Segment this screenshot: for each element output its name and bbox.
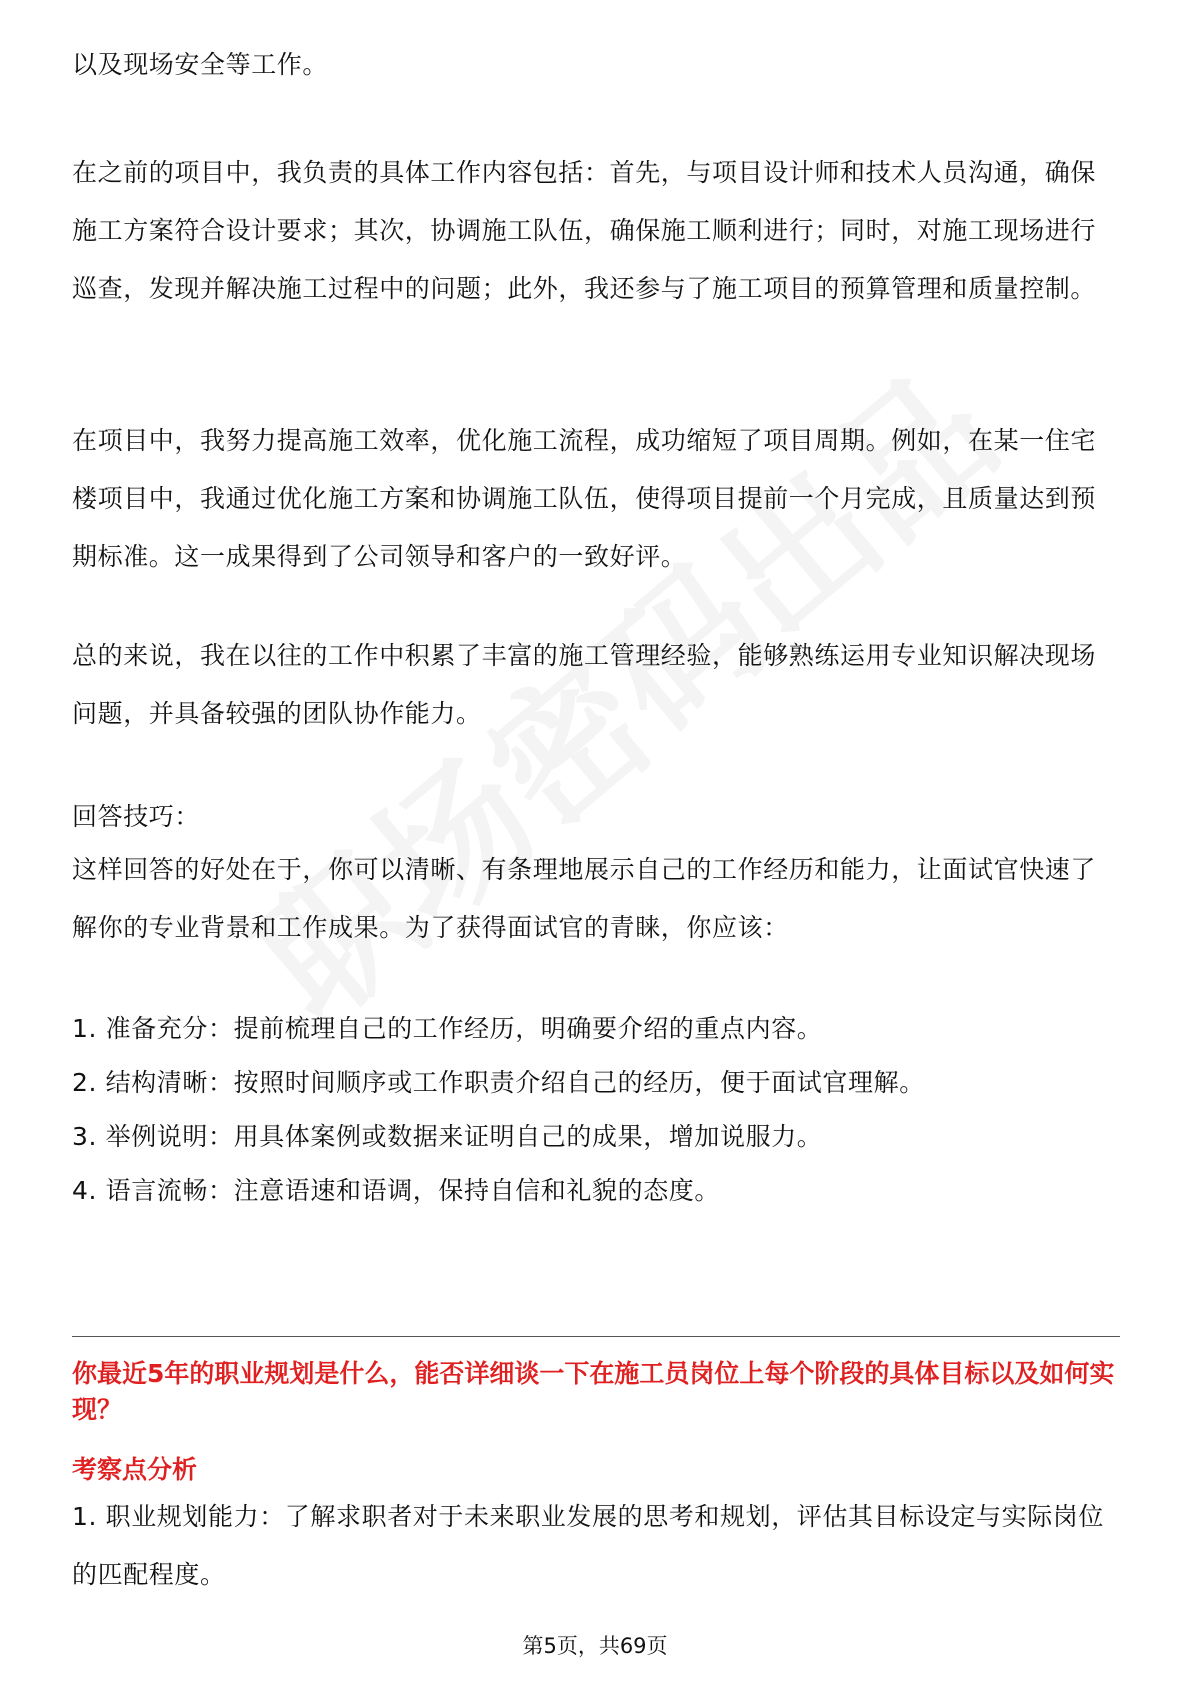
- page-number: 第5页，共69页: [522, 1634, 668, 1658]
- question-title: 你最近5年的职业规划是什么，能否详细谈一下在施工员岗位上每个阶段的具体目标以及如何实现？: [72, 1359, 1115, 1424]
- tips-heading: 回答技巧：: [72, 802, 201, 831]
- document-page: [72, 0, 1120, 1684]
- list-item: 2. 结构清晰：按照时间顺序或工作职责介绍自己的经历，便于面试官理解。: [72, 1068, 925, 1097]
- analysis-heading: 考察点分析: [72, 1455, 198, 1484]
- list-item: 1. 准备充分：提前梳理自己的工作经历，明确要介绍的重点内容。: [72, 1014, 823, 1043]
- paragraph-responsibilities: 在之前的项目中，我负责的具体工作内容包括：首先，与项目设计师和技术人员沟通，确保施工方案符合设计要求；其次，协调施工队伍，确保施工顺利进行；同时，对施工现场进行巡查，发现并解决施工过程中的问题；此外，我还参与了施工项目的预算管理和质量控制。: [72, 158, 1097, 303]
- section-divider: [72, 1336, 1120, 1337]
- analysis-point: 1. 职业规划能力：了解求职者对于未来职业发展的思考和规划，评估其目标设定与实际岗位的匹配程度。: [72, 1502, 1105, 1589]
- list-item: 4. 语言流畅：注意语速和语调，保持自信和礼貌的态度。: [72, 1176, 721, 1205]
- paragraph-intro-tail: 以及现场安全等工作。: [72, 50, 329, 79]
- paragraph-achievements: 在项目中，我努力提高施工效率，优化施工流程，成功缩短了项目周期。例如，在某一住宅楼项目中，我通过优化施工方案和协调施工队伍，使得项目提前一个月完成，且质量达到预期标准。这一成果得到了公司领导和客户的一致好评。: [72, 426, 1097, 571]
- list-item: 3. 举例说明：用具体案例或数据来证明自己的成果，增加说服力。: [72, 1122, 823, 1151]
- paragraph-tips-intro: 这样回答的好处在于，你可以清晰、有条理地展示自己的工作经历和能力，让面试官快速了解你的专业背景和工作成果。为了获得面试官的青睐，你应该：: [72, 855, 1097, 942]
- paragraph-summary: 总的来说，我在以往的工作中积累了丰富的施工管理经验，能够熟练运用专业知识解决现场问题，并具备较强的团队协作能力。: [72, 641, 1097, 728]
